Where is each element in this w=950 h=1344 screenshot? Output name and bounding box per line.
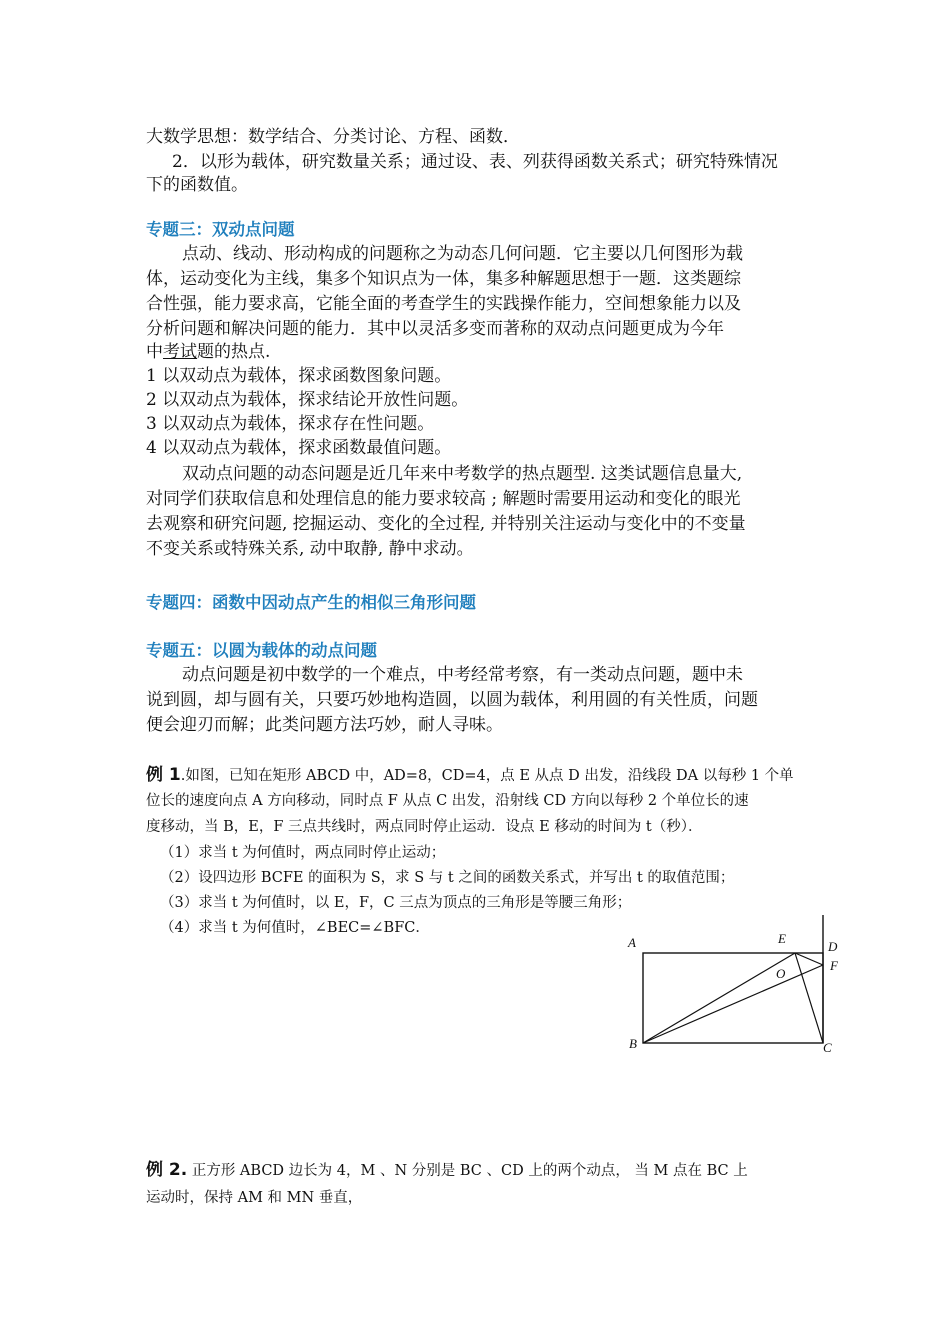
text-span: .如图，已知在矩形 ABCD 中，AD=8，CD=4，点 E 从点 D 出发，沿线段 DA 以每秒 1 个单 — [180, 768, 794, 784]
segment-bf — [643, 965, 823, 1043]
topic3-list-item-4: 4 以双动点为载体，探求函数最值问题。 — [146, 438, 452, 458]
rectangle-figure — [610, 910, 850, 1060]
topic3-para1-line: 分析问题和解决问题的能力．其中以灵活多变而著称的双动点问题更成为今年 — [146, 319, 724, 339]
topic5-para-line: 说到圆，却与圆有关，只要巧妙地构造圆，以圆为载体，利用圆的有关性质，问题 — [146, 690, 758, 710]
topic3-para1-last-line — [146, 340, 816, 365]
text-span: 中 — [146, 342, 163, 362]
label-o: O — [776, 966, 786, 981]
example1-question-1: （1）求当 t 为何值时，两点同时停止运动； — [160, 845, 446, 861]
topic3-para1-line: 合性强，能力要求高，它能全面的考查学生的实践操作能力，空间想象能力以及 — [146, 294, 741, 314]
example2-label: 例 2. — [146, 1160, 188, 1180]
example1-question-4: （4）求当 t 为何值时，∠BEC=∠BFC． — [160, 920, 430, 936]
topic3-para2-line: 双动点问题的动态问题是近几年来中考数学的热点题型. 这类试题信息量大, — [182, 464, 743, 484]
topic3-para1-line: 体，运动变化为主线，集多个知识点为一体，集多种解题思想于一题．这类题综 — [146, 269, 741, 289]
intro-line-3: 下的函数值。 — [146, 175, 248, 195]
topic3-heading: 专题三：双动点问题 — [146, 220, 295, 239]
topic3-para2-line: 去观察和研究问题, 挖掘运动、变化的全过程, 并特别关注运动与变化中的不变量 — [146, 514, 746, 534]
label-e: E — [778, 931, 786, 946]
intro-line-2: 2．以形为载体，研究数量关系；通过设、表、列获得函数关系式；研究特殊情况 — [172, 152, 778, 172]
label-a: A — [628, 935, 636, 950]
example1-label: 例 1 — [146, 765, 181, 785]
intro-line-1: 大数学思想：数学结合、分类讨论、方程、函数． — [146, 127, 520, 147]
topic5-heading: 专题五：以圆为载体的动点问题 — [146, 641, 377, 660]
text-span: 正方形 ABCD 边长为 4，M 、N 分别是 BC 、CD 上的两个动点， 当 M 点在 BC 上 — [187, 1163, 748, 1179]
topic3-para1-line: 点动、线动、形动构成的问题称之为动态几何问题．它主要以几何图形为载 — [182, 244, 743, 264]
topic3-para2-line: 不变关系或特殊关系, 动中取静, 静中求动。 — [146, 539, 474, 559]
label-f: F — [830, 958, 838, 973]
topic3-list-item-1: 1 以双动点为载体，探求函数图象问题。 — [146, 366, 452, 386]
segment-be — [643, 953, 795, 1043]
example2-line-1 — [146, 1157, 748, 1184]
topic5-para-line: 便会迎刃而解；此类问题方法巧妙，耐人寻味。 — [146, 715, 503, 735]
example2-line-2: 运动时，保持 AM 和 MN 垂直， — [146, 1190, 363, 1206]
example1-line-1 — [146, 762, 794, 789]
label-b: B — [629, 1036, 637, 1051]
segment-ef — [795, 953, 823, 965]
text-span: 题的热点. — [197, 342, 271, 362]
label-c: C — [823, 1040, 832, 1055]
rectangle-abcd — [643, 953, 823, 1043]
example1-question-3: （3）求当 t 为何值时，以 E，F，C 三点为顶点的三角形是等腰三角形； — [160, 895, 632, 911]
underlined-text: 考试 — [163, 342, 197, 362]
topic3-list-item-3: 3 以双动点为载体，探求存在性问题。 — [146, 414, 435, 434]
topic3-list-item-2: 2 以双动点为载体，探求结论开放性问题。 — [146, 390, 469, 410]
topic4-heading: 专题四：函数中因动点产生的相似三角形问题 — [146, 593, 476, 612]
example1-line-3: 度移动，当 B，E，F 三点共线时，两点同时停止运动．设点 E 移动的时间为 t（秒）． — [146, 819, 703, 835]
label-d: D — [828, 939, 838, 954]
example1-line-2: 位长的速度向点 A 方向移动，同时点 F 从点 C 出发，沿射线 CD 方向以每秒 2 个单位长的速 — [146, 793, 749, 809]
example1-question-2: （2）设四边形 BCFE 的面积为 S，求 S 与 t 之间的函数关系式，并写出 t 的取值范围； — [160, 870, 735, 886]
topic3-para2-line: 对同学们获取信息和处理信息的能力要求较高 ; 解题时需要用运动和变化的眼光 — [146, 489, 741, 509]
topic5-para-line: 动点问题是初中数学的一个难点，中考经常考察，有一类动点问题，题中未 — [182, 665, 743, 685]
